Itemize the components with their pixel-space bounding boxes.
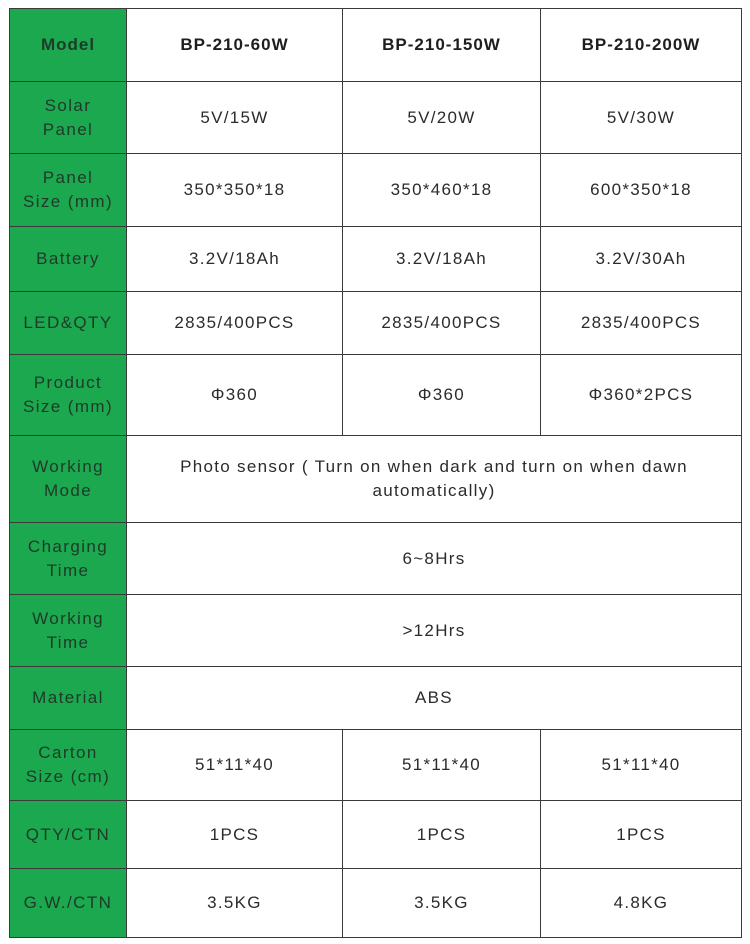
label-line: Panel xyxy=(42,119,94,139)
row-label-material: Material xyxy=(10,667,127,730)
table-cell: 3.5KG xyxy=(127,869,343,938)
label-line: Charging xyxy=(27,536,109,556)
row-label-charging-time xyxy=(10,523,127,595)
model-name-3: BP-210-200W xyxy=(541,9,742,82)
table-cell: 3.2V/30Ah xyxy=(541,227,742,292)
row-label-battery: Battery xyxy=(10,227,127,292)
label-line: Solar xyxy=(44,95,92,115)
row-label-model: Model xyxy=(10,9,127,82)
table-cell: 51*11*40 xyxy=(541,730,742,801)
table-cell: 3.2V/18Ah xyxy=(127,227,343,292)
table-row-battery xyxy=(10,227,742,292)
row-label-working-time xyxy=(10,595,127,667)
table-cell: 51*11*40 xyxy=(343,730,541,801)
table-cell: Φ360 xyxy=(127,355,343,436)
merged-cell-charging-time: 6~8Hrs xyxy=(127,523,742,595)
merged-cell-working-mode xyxy=(127,436,742,523)
table-cell: 2835/400PCS xyxy=(541,292,742,355)
table-row-led-qty xyxy=(10,292,742,355)
table-cell: 5V/30W xyxy=(541,82,742,154)
row-label-solar-panel xyxy=(10,82,127,154)
table-row-product-size xyxy=(10,355,742,436)
label-line: Product xyxy=(33,373,103,392)
label-line: Time xyxy=(46,560,90,580)
table-row-charging-time xyxy=(10,523,742,595)
row-label-carton-size xyxy=(10,730,127,801)
cell-line: Photo sensor ( Turn on when dark and turn on when dawn xyxy=(180,457,688,476)
table-row-material xyxy=(10,667,742,730)
spec-table xyxy=(9,8,742,938)
table-cell: 3.5KG xyxy=(343,869,541,938)
table-row-model xyxy=(10,9,742,82)
cell-line: automatically) xyxy=(372,481,496,500)
table-cell: 51*11*40 xyxy=(127,730,343,801)
merged-cell-material: ABS xyxy=(127,667,742,730)
table-cell: 1PCS xyxy=(127,801,343,869)
table-row-working-mode xyxy=(10,436,742,523)
label-line: Size (cm) xyxy=(25,767,111,786)
table-cell: 5V/20W xyxy=(343,82,541,154)
table-cell: 3.2V/18Ah xyxy=(343,227,541,292)
table-cell: 2835/400PCS xyxy=(127,292,343,355)
label-line: Panel xyxy=(42,168,94,187)
row-label-gw-ctn: G.W./CTN xyxy=(10,869,127,938)
row-label-led-qty: LED&QTY xyxy=(10,292,127,355)
model-name-1: BP-210-60W xyxy=(127,9,343,82)
label-line: Working xyxy=(32,608,104,628)
row-label-panel-size xyxy=(10,154,127,227)
table-row-working-time xyxy=(10,595,742,667)
label-line: Working xyxy=(32,457,104,476)
table-row-solar-panel xyxy=(10,82,742,154)
label-line: Carton xyxy=(38,743,98,762)
label-line: Size (mm) xyxy=(22,397,114,416)
label-line: Mode xyxy=(43,481,93,500)
table-cell: 2835/400PCS xyxy=(343,292,541,355)
table-row-gw-ctn xyxy=(10,869,742,938)
table-cell: 350*350*18 xyxy=(127,154,343,227)
label-line: Size (mm) xyxy=(22,192,114,211)
merged-cell-working-time: >12Hrs xyxy=(127,595,742,667)
row-label-qty-ctn: QTY/CTN xyxy=(10,801,127,869)
label-line: Time xyxy=(46,632,90,652)
table-cell: 1PCS xyxy=(541,801,742,869)
table-cell: 350*460*18 xyxy=(343,154,541,227)
table-row-carton-size xyxy=(10,730,742,801)
table-cell: 1PCS xyxy=(343,801,541,869)
table-cell: Φ360*2PCS xyxy=(541,355,742,436)
table-row-qty-ctn xyxy=(10,801,742,869)
table-cell: 600*350*18 xyxy=(541,154,742,227)
model-name-2: BP-210-150W xyxy=(343,9,541,82)
table-row-panel-size xyxy=(10,154,742,227)
table-cell: 4.8KG xyxy=(541,869,742,938)
table-cell: Φ360 xyxy=(343,355,541,436)
table-cell: 5V/15W xyxy=(127,82,343,154)
row-label-product-size xyxy=(10,355,127,436)
row-label-working-mode xyxy=(10,436,127,523)
